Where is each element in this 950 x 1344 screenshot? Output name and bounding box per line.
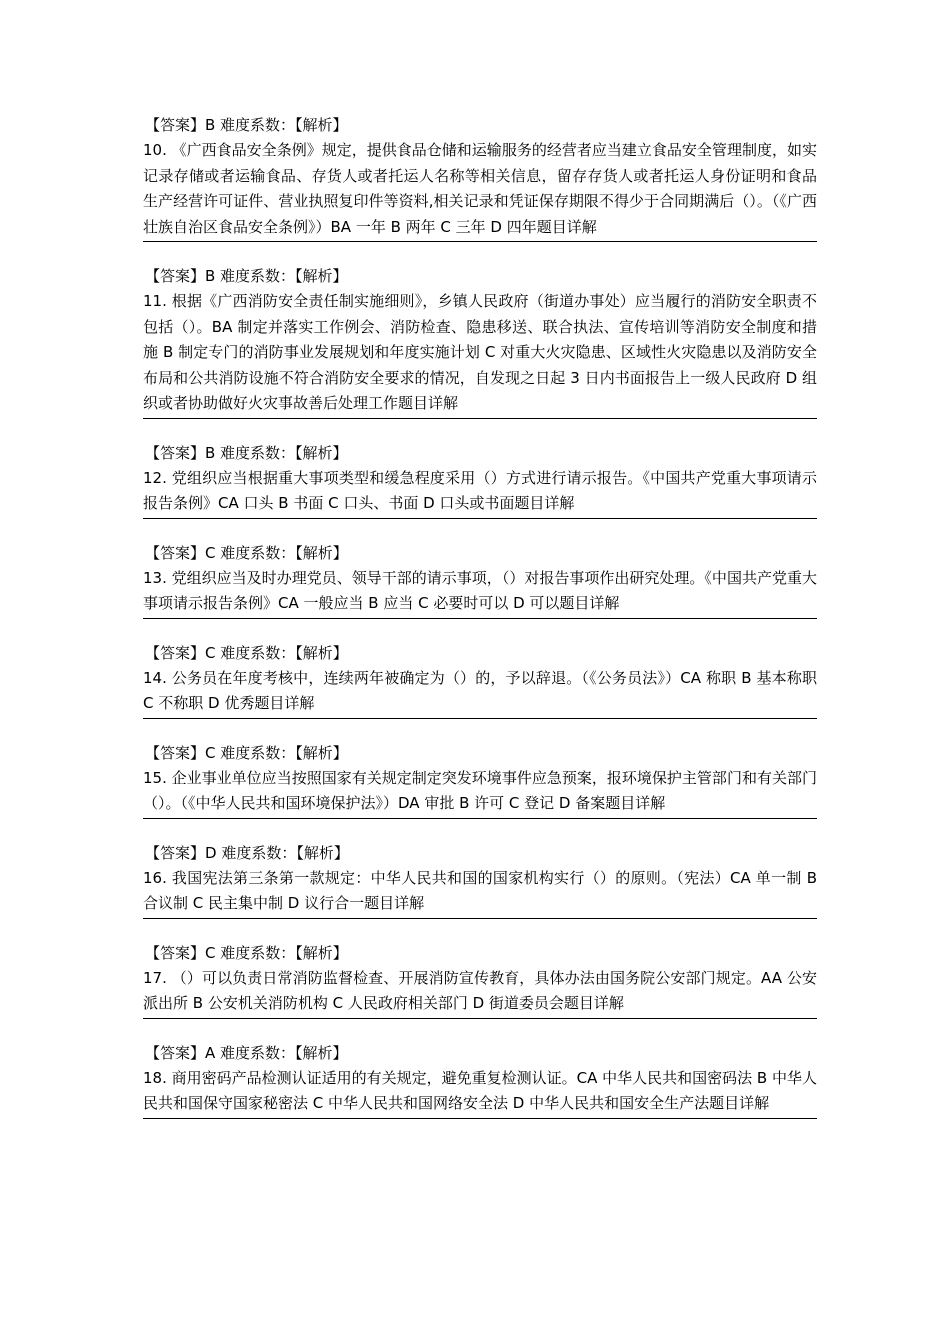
question-block-17 bbox=[143, 941, 817, 1019]
answer-line: 【答案】A 难度系数：【解析】 bbox=[145, 1043, 348, 1062]
question-block-14 bbox=[143, 641, 817, 719]
question-text: 12. 党组织应当根据重大事项类型和缓急程度采用（）方式进行请示报告。《中国共产党重大事项请示报告条例》CA 口头 B 书面 C 口头、书面 D 口头或书面题目详解 bbox=[143, 466, 817, 519]
answer-line: 【答案】C 难度系数：【解析】 bbox=[145, 743, 348, 762]
question-block-12 bbox=[143, 441, 817, 519]
answer-line: 【答案】B 难度系数：【解析】 bbox=[145, 116, 348, 134]
question-text: 14. 公务员在年度考核中，连续两年被确定为（）的，予以辞退。（《公务员法》）CA 称职 B 基本称职 C 不称职 D 优秀题目详解 bbox=[143, 666, 817, 719]
question-block-13 bbox=[143, 541, 817, 619]
question-text: 11. 根据《广西消防安全责任制实施细则》，乡镇人民政府（街道办事处）应当履行的消防安全职责不包括（）。BA 制定并落实工作例会、消防检查、隐患移送、联合执法、宣传培训等消防安全制度和措施 B 制定专门的消防事业发展规划和年度实施计划 C 对重大火灾隐患、区域性火灾隐患以及消防安全布局和公共消防设施不符合消防安全要求的情况，自发现之日起 3 日内书面报告上一级人民政府 D 组织或者协助做好火灾事故善后处理工作题目详解 bbox=[143, 289, 817, 419]
question-text: 16. 我国宪法第三条第一款规定：中华人民共和国的国家机构实行（）的原则。（宪法）CA 单一制 B 合议制 C 民主集中制 D 议行合一题目详解 bbox=[143, 866, 817, 919]
question-block-18 bbox=[143, 1041, 817, 1119]
question-block-16 bbox=[143, 841, 817, 919]
question-text: 17. （）可以负责日常消防监督检查、开展消防宣传教育，具体办法由国务院公安部门规定。AA 公安派出所 B 公安机关消防机构 C 人民政府相关部门 D 街道委员会题目详解 bbox=[143, 966, 817, 1019]
question-text: 13. 党组织应当及时办理党员、领导干部的请示事项，（）对报告事项作出研究处理。《中国共产党重大事项请示报告条例》CA 一般应当 B 应当 C 必要时可以 D 可以题目详解 bbox=[143, 566, 817, 619]
answer-line: 【答案】B 难度系数：【解析】 bbox=[145, 443, 348, 462]
question-text: 15. 企业事业单位应当按照国家有关规定制定突发环境事件应急预案，报环境保护主管部门和有关部门（）。（《中华人民共和国环境保护法》）DA 审批 B 许可 C 登记 D 备案题目详解 bbox=[143, 766, 817, 819]
question-text: 10. 《广西食品安全条例》规定，提供食品仓储和运输服务的经营者应当建立食品安全管理制度，如实记录存储或者运输食品、存货人或者托运人名称等相关信息，留存存货人或者托运人身份证明和食品生产经营许可证件、营业执照复印件等资料,相关记录和凭证保存期限不得少于合同期满后（）。（《广西壮族自治区食品安全条例》）BA 一年 B 两年 C 三年 D 四年题目详解 bbox=[143, 138, 817, 242]
answer-line: 【答案】C 难度系数：【解析】 bbox=[145, 643, 348, 662]
question-text: 18. 商用密码产品检测认证适用的有关规定，避免重复检测认证。CA 中华人民共和国密码法 B 中华人民共和国保守国家秘密法 C 中华人民共和国网络安全法 D 中华人民共和国安全生产法题目详解 bbox=[143, 1066, 817, 1119]
document-page bbox=[143, 113, 817, 1141]
answer-line: 【答案】C 难度系数：【解析】 bbox=[145, 543, 348, 562]
question-block-11 bbox=[143, 264, 817, 419]
question-block-15 bbox=[143, 741, 817, 819]
answer-line: 【答案】D 难度系数：【解析】 bbox=[145, 843, 349, 862]
answer-line: 【答案】B 难度系数：【解析】 bbox=[145, 267, 348, 285]
question-block-10 bbox=[143, 113, 817, 242]
answer-line: 【答案】C 难度系数：【解析】 bbox=[145, 943, 348, 962]
